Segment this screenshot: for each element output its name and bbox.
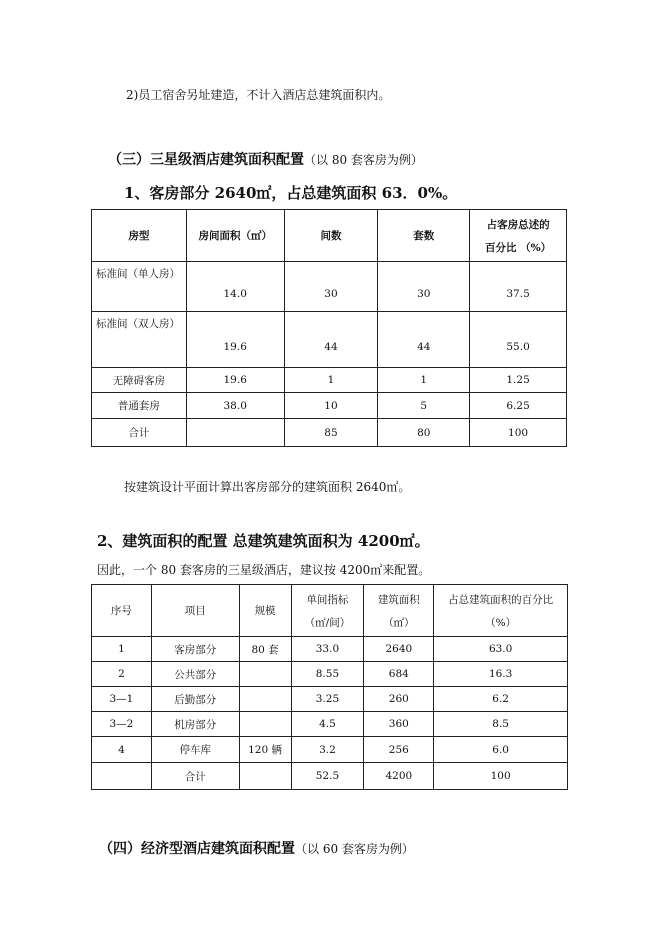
suite-cell: 5 xyxy=(378,393,470,419)
paragraph-room-area-note: 按建筑设计平面计算出客房部分的建筑面积 2640㎡。 xyxy=(124,480,411,494)
serial-cell: 3—1 xyxy=(92,687,152,712)
count-cell: 1 xyxy=(284,368,378,393)
header-percentage xyxy=(470,210,567,262)
header-percentage-line1: 占客房总述的 xyxy=(486,218,550,231)
section-4-note: （以 60 套客房为例） xyxy=(295,842,414,856)
room-type-cell: 无障碍客房 xyxy=(92,368,187,393)
table-row xyxy=(92,262,567,312)
table-row xyxy=(92,662,568,687)
header-unit-index-line2: （㎡/间） xyxy=(304,616,351,629)
suite-cell: 1 xyxy=(378,368,470,393)
table-header-row xyxy=(92,210,567,262)
percent-cell: 6.0 xyxy=(434,737,568,763)
building-area-cell: 4200 xyxy=(364,763,434,790)
room-type-cell: 普通套房 xyxy=(92,393,187,419)
section-3-heading xyxy=(108,149,423,169)
percent-cell: 8.5 xyxy=(434,712,568,737)
percent-cell: 100 xyxy=(434,763,568,790)
area-config-table xyxy=(91,584,568,790)
unit-index-cell: 4.5 xyxy=(291,712,364,737)
room-type-cell: 标准间（单人房） xyxy=(92,262,187,312)
table-row xyxy=(92,368,567,393)
table-row xyxy=(92,312,567,368)
serial-cell xyxy=(92,763,152,790)
subsection-1-heading: 1、客房部分 2640㎡，占总建筑面积 63．0%。 xyxy=(124,184,458,202)
paragraph-config-intro: 因此，一个 80 套客房的三星级酒店，建议按 4200㎡来配置。 xyxy=(97,563,431,577)
item-cell: 公共部分 xyxy=(151,662,239,687)
table-row xyxy=(92,687,568,712)
header-percentage-line2: 百分比 （%） xyxy=(485,241,552,254)
header-room-area: 房间面积（㎡） xyxy=(186,210,284,262)
item-cell: 合计 xyxy=(151,763,239,790)
subsection-2-heading: 2、建筑面积的配置 总建筑建筑面积为 4200㎡。 xyxy=(97,532,430,550)
section-3-note: （以 80 套客房为例） xyxy=(304,153,423,167)
serial-cell: 2 xyxy=(92,662,152,687)
header-scale: 规模 xyxy=(239,585,291,637)
header-building-area-line1: 建筑面积 xyxy=(377,593,420,606)
count-cell: 30 xyxy=(284,262,378,312)
percent-cell: 55.0 xyxy=(470,312,567,368)
serial-cell: 3—2 xyxy=(92,712,152,737)
paragraph-staff-dormitory: 2)员工宿舍另址建造，不计入酒店总建筑面积内。 xyxy=(126,88,391,102)
table-row xyxy=(92,737,568,763)
building-area-cell: 256 xyxy=(364,737,434,763)
percent-cell: 6.25 xyxy=(470,393,567,419)
table-row xyxy=(92,393,567,419)
section-3-title: （三）三星级酒店建筑面积配置 xyxy=(108,152,304,168)
suite-cell: 80 xyxy=(378,419,470,447)
header-serial: 序号 xyxy=(92,585,152,637)
percent-cell: 100 xyxy=(470,419,567,447)
room-breakdown-table xyxy=(91,209,567,447)
percent-cell: 6.2 xyxy=(434,687,568,712)
percent-cell: 63.0 xyxy=(434,637,568,662)
serial-cell: 1 xyxy=(92,637,152,662)
header-area-percentage xyxy=(434,585,568,637)
header-suite-count: 套数 xyxy=(378,210,470,262)
item-cell: 停车库 xyxy=(151,737,239,763)
table-row xyxy=(92,712,568,737)
table-row-total xyxy=(92,419,567,447)
unit-index-cell: 3.2 xyxy=(291,737,364,763)
header-room-count: 间数 xyxy=(284,210,378,262)
unit-index-cell: 52.5 xyxy=(291,763,364,790)
area-cell: 38.0 xyxy=(186,393,284,419)
item-cell: 后勤部分 xyxy=(151,687,239,712)
unit-index-cell: 33.0 xyxy=(291,637,364,662)
area-cell xyxy=(186,419,284,447)
count-cell: 85 xyxy=(284,419,378,447)
area-cell: 19.6 xyxy=(186,368,284,393)
percent-cell: 16.3 xyxy=(434,662,568,687)
header-area-percentage-line1: 占总建筑面积的百分比 xyxy=(448,593,554,606)
section-4-title: （四）经济型酒店建筑面积配置 xyxy=(99,841,295,857)
header-area-percentage-line2: （%） xyxy=(485,616,517,629)
building-area-cell: 2640 xyxy=(364,637,434,662)
header-item: 项目 xyxy=(151,585,239,637)
item-cell: 客房部分 xyxy=(151,637,239,662)
count-cell: 44 xyxy=(284,312,378,368)
scale-cell xyxy=(239,763,291,790)
area-cell: 14.0 xyxy=(186,262,284,312)
scale-cell xyxy=(239,662,291,687)
section-4-heading xyxy=(99,838,414,858)
building-area-cell: 260 xyxy=(364,687,434,712)
area-cell: 19.6 xyxy=(186,312,284,368)
table-row xyxy=(92,637,568,662)
scale-cell xyxy=(239,712,291,737)
room-type-cell: 合计 xyxy=(92,419,187,447)
table-header-row xyxy=(92,585,568,637)
header-unit-index xyxy=(291,585,364,637)
building-area-cell: 684 xyxy=(364,662,434,687)
percent-cell: 37.5 xyxy=(470,262,567,312)
percent-cell: 1.25 xyxy=(470,368,567,393)
room-type-cell: 标准间（双人房） xyxy=(92,312,187,368)
header-building-area xyxy=(364,585,434,637)
scale-cell xyxy=(239,687,291,712)
header-unit-index-line1: 单间指标 xyxy=(306,593,349,606)
building-area-cell: 360 xyxy=(364,712,434,737)
item-cell: 机房部分 xyxy=(151,712,239,737)
table-row-total xyxy=(92,763,568,790)
suite-cell: 30 xyxy=(378,262,470,312)
unit-index-cell: 8.55 xyxy=(291,662,364,687)
suite-cell: 44 xyxy=(378,312,470,368)
scale-cell: 80 套 xyxy=(239,637,291,662)
serial-cell: 4 xyxy=(92,737,152,763)
unit-index-cell: 3.25 xyxy=(291,687,364,712)
scale-cell: 120 辆 xyxy=(239,737,291,763)
header-room-type: 房型 xyxy=(92,210,187,262)
header-building-area-line2: （㎡） xyxy=(383,616,415,629)
count-cell: 10 xyxy=(284,393,378,419)
